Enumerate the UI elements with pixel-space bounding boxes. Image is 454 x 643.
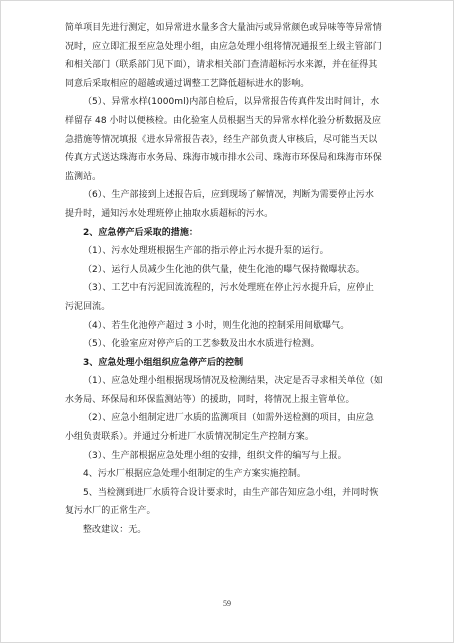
text-line: （5）、异常水样(1000ml)内部自检后，以异常报告传真件发出时间计，水 bbox=[83, 97, 380, 108]
text-line: 况时，应立即汇报至应急处理小组，由应急处理小组将情况通报至上级主管部门 bbox=[65, 41, 382, 52]
text-line: （1）、应急处理小组根据现场情况及检测结果，决定是否寻求相关单位（如 bbox=[83, 376, 383, 387]
text-line: （6）、生产部接到上述报告后，应到现场了解情况，判断为需要停止污水 bbox=[83, 190, 374, 201]
text-line: 水务局、环保局和环保监测站等）的援助，同时，将情况上报主管单位。 bbox=[65, 394, 355, 405]
text-line: 样留存 48 小时以便核检。由化验室人员根据当天的异常水样化验分析数据及应 bbox=[65, 115, 382, 126]
text-line: 监测站。 bbox=[65, 171, 102, 182]
text-line: （1）、污水处理班根据生产部的指示停止污水提升泵的运行。 bbox=[83, 246, 329, 257]
text-line: 复污水厂的正常生产。 bbox=[65, 506, 156, 517]
document-body bbox=[65, 19, 409, 540]
text-line: （2）、运行人员减少生化池的供气量，使生化池的曝气保持微曝状态。 bbox=[83, 264, 365, 275]
text-line: 5、当检测到进厂水质符合设计要求时，由生产部告知应急小组，并同时恢 bbox=[83, 487, 379, 498]
text-line: 污泥回流。 bbox=[65, 301, 111, 312]
section-heading: 2、应急停产后采取的措施： bbox=[83, 227, 198, 238]
text-line: （3）、工艺中有污泥回流流程的，污水处理班在停止污水提升后，应停止 bbox=[83, 283, 374, 294]
section-heading: 3、应急处理小组组织应急停产后的控制 bbox=[83, 357, 244, 368]
text-line: 简单项目先进行测定，如异常进水量多含大量油污或异常颜色或异味等等异常情 bbox=[65, 23, 382, 33]
text-line: 整改建议：无。 bbox=[83, 525, 147, 536]
text-line: （4）、若生化池停产超过 3 小时，则生化池的控制采用间歇曝气。 bbox=[83, 320, 350, 331]
text-line: 传真方式送达珠海市水务局、珠海市城市排水公司、珠海市环保局和珠海市环保 bbox=[65, 153, 382, 164]
text-line: 和相关部门（联系部门见下面），请求相关部门查清超标污水来源，并在征得其 bbox=[65, 60, 378, 71]
text-line: （5）、化验室应对停产后的工艺参数及出水水质进行检测。 bbox=[83, 339, 320, 350]
text-line: （2）、应急小组制定进厂水质的监测项目（如需外送检测的项目，由应急 bbox=[83, 413, 374, 424]
text-line: 4、污水厂根据应急处理小组制定的生产方案实施控制。 bbox=[83, 469, 306, 480]
text-line: 小组负责联系）。并通过分析进厂水质情况制定生产控制方案。 bbox=[65, 432, 314, 443]
page-number: 59 bbox=[223, 599, 231, 608]
text-line: 同意后采取相应的超越或通过调整工艺降低超标进水的影响。 bbox=[65, 78, 310, 89]
text-line: 提升时，通知污水处理班停止抽取水质超标的污水。 bbox=[65, 208, 274, 219]
text-line: 急措施等情况填报《进水异常报告表》，经生产部负责人审核后，尽可能当天以 bbox=[65, 134, 378, 145]
text-line: （3）、生产部根据应急处理小组的安排，组织文件的编写与上报。 bbox=[83, 450, 347, 461]
